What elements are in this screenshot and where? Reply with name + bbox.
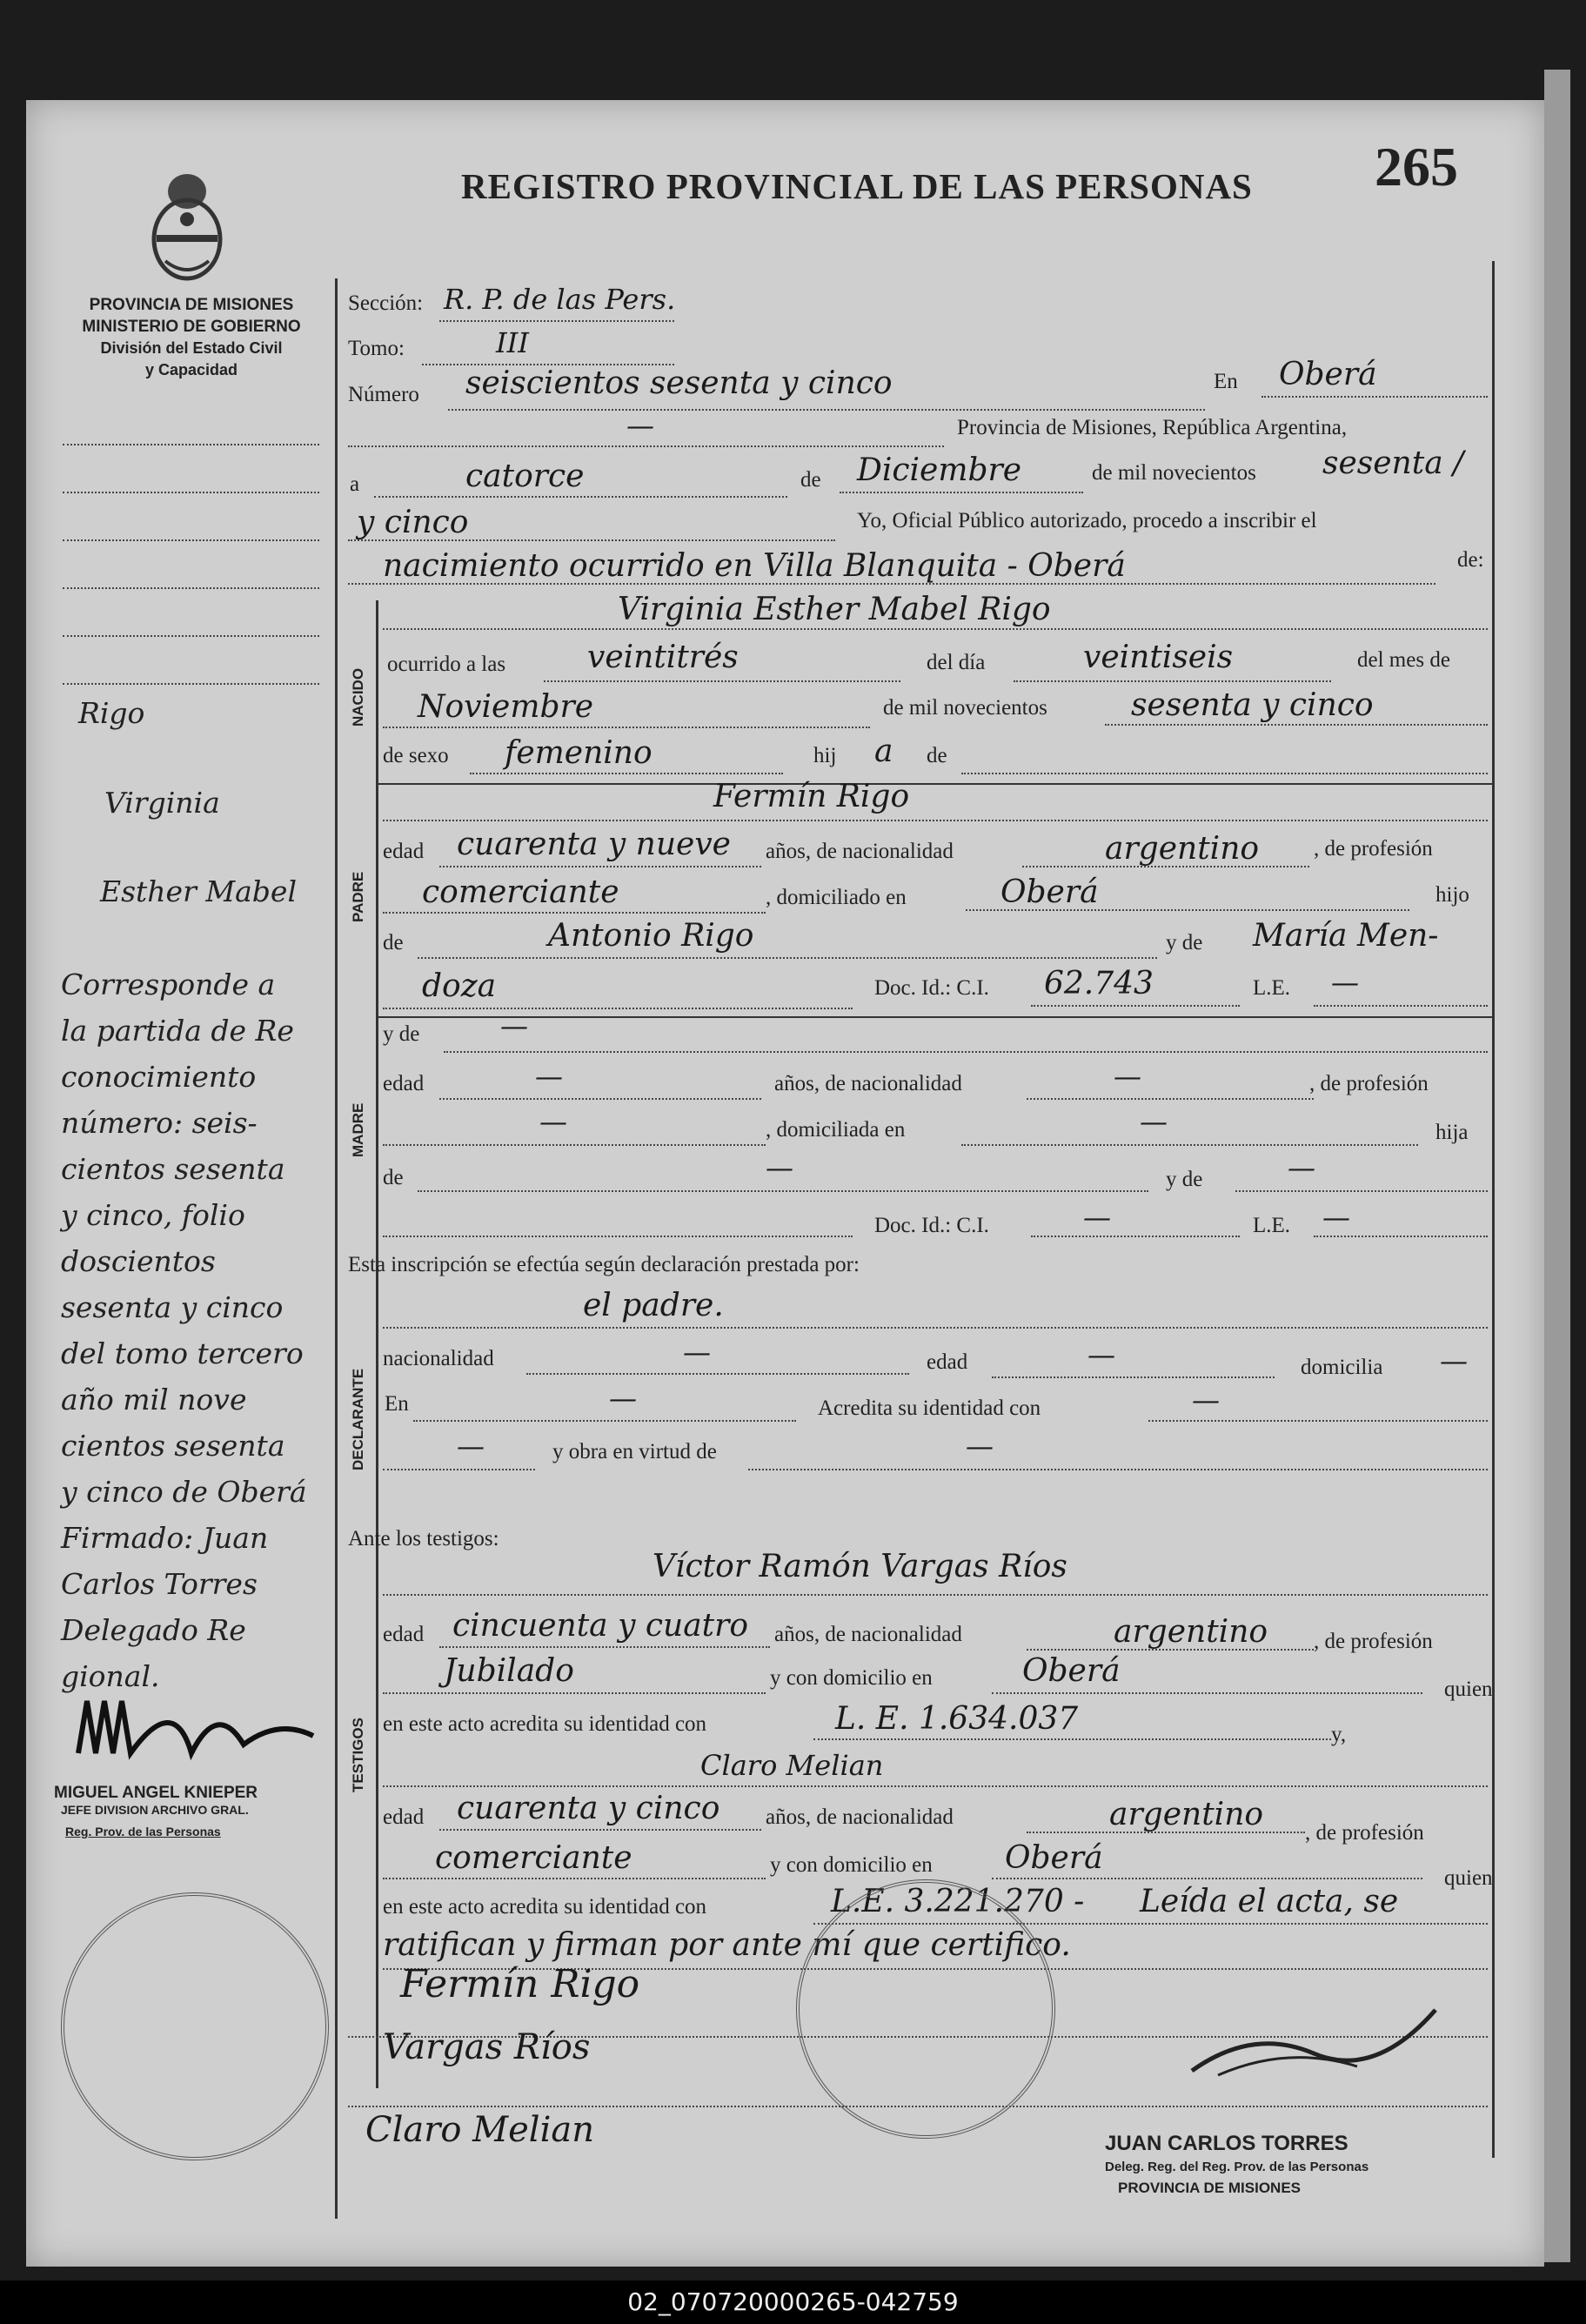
de-colon-label: de: bbox=[1457, 548, 1484, 572]
abuelo-value: Antonio Rigo bbox=[548, 918, 754, 954]
official-stamp-right bbox=[796, 1879, 1055, 2139]
margin-line: Carlos Torres bbox=[61, 1567, 258, 1601]
de-mil-label: de mil novecientos bbox=[1092, 461, 1256, 485]
field-line bbox=[1027, 1649, 1314, 1651]
madre-de-label: de bbox=[383, 1166, 404, 1189]
margin-line: y cinco de Oberá bbox=[61, 1475, 307, 1509]
field-line bbox=[439, 1646, 770, 1648]
ocurrido-label: ocurrido a las bbox=[387, 653, 506, 676]
declarante-edad-label: edad bbox=[927, 1350, 968, 1374]
hij-suffix: a bbox=[874, 733, 893, 769]
margin-line: cientos sesenta bbox=[61, 1152, 285, 1186]
field-line bbox=[383, 1236, 853, 1237]
obra-value: — bbox=[966, 1430, 994, 1463]
section-label-testigos: TESTIGOS bbox=[350, 1718, 366, 1792]
madre-ci-value: — bbox=[1083, 1201, 1111, 1234]
t2-quien-label: quien bbox=[1444, 1866, 1493, 1890]
margin-rule bbox=[63, 539, 319, 541]
a-label: a bbox=[350, 472, 360, 496]
t2-domicilio-label: y con domicilio en bbox=[770, 1853, 933, 1877]
margin-line: la partida de Re bbox=[61, 1014, 294, 1048]
margin-rule bbox=[63, 587, 319, 589]
margin-line: cientos sesenta bbox=[61, 1429, 285, 1463]
madre-abuela-value: — bbox=[1288, 1151, 1315, 1184]
field-line bbox=[1027, 1098, 1314, 1100]
abuela-value-1: María Men- bbox=[1253, 918, 1439, 954]
obra-label: y obra en virtud de bbox=[552, 1440, 717, 1463]
acredita-value: — bbox=[1192, 1383, 1220, 1417]
archive-code: 02_070720000265-042759 bbox=[0, 2280, 1586, 2324]
field-line bbox=[961, 1144, 1418, 1146]
inscripcion-label: Esta inscripción se efectúa según declaración prestada por: bbox=[348, 1253, 860, 1276]
padre-le-value: — bbox=[1331, 966, 1359, 999]
section-label-declarante: DECLARANTE bbox=[350, 1368, 366, 1470]
t2-edad-value: cuarenta y cinco bbox=[457, 1791, 720, 1826]
t1-edad-value: cincuenta y cuatro bbox=[452, 1608, 749, 1644]
anio-value-2: y cinco bbox=[357, 505, 469, 540]
t2-anos-label: años, de nacionalidad bbox=[766, 1805, 954, 1829]
hij-label: hij bbox=[813, 744, 837, 767]
main-left-border bbox=[335, 278, 338, 2219]
t1-y-label: y, bbox=[1331, 1723, 1347, 1746]
official-title: Deleg. Reg. del Reg. Prov. de las Personas bbox=[1105, 2160, 1369, 2174]
field-line bbox=[444, 1051, 1488, 1053]
section-divider bbox=[376, 783, 1492, 785]
madre-value: — bbox=[500, 1009, 528, 1042]
ministry-name: MINISTERIO DE GOBIERNO bbox=[82, 318, 301, 336]
margin-line: del tomo tercero bbox=[61, 1336, 304, 1370]
madre-abuelo-value: — bbox=[766, 1151, 793, 1184]
madre-nac-value: — bbox=[1114, 1060, 1141, 1093]
field-line bbox=[1314, 1236, 1488, 1237]
field-line bbox=[348, 583, 1435, 585]
section-label-nacido: NACIDO bbox=[350, 667, 366, 727]
padre-value: Fermín Rigo bbox=[713, 779, 910, 814]
field-line bbox=[470, 773, 783, 774]
margin-line: Rigo bbox=[78, 696, 145, 730]
mes-nac-value: Noviembre bbox=[418, 689, 594, 725]
field-line bbox=[992, 1692, 1422, 1694]
t1-nac-value: argentino bbox=[1114, 1614, 1268, 1650]
field-line bbox=[840, 492, 1083, 493]
field-line bbox=[374, 496, 787, 498]
dia-nac-value: veintiseis bbox=[1083, 640, 1234, 675]
field-line bbox=[813, 1738, 1331, 1740]
t1-anos-label: años, de nacionalidad bbox=[774, 1623, 962, 1646]
section-label-madre: MADRE bbox=[350, 1102, 366, 1157]
t2-profesion-label: , de profesión bbox=[1305, 1821, 1424, 1845]
field-line bbox=[748, 1469, 1488, 1470]
margin-line: Firmado: Juan bbox=[61, 1521, 269, 1555]
padre-anos-label: años, de nacionalidad bbox=[766, 840, 954, 863]
padre-ci-value: 62.743 bbox=[1044, 966, 1154, 1001]
field-line bbox=[383, 1008, 853, 1009]
madre-le-value: — bbox=[1322, 1201, 1350, 1234]
provincia-label: Provincia de Misiones, República Argentina, bbox=[957, 416, 1348, 439]
madre-edad-value: — bbox=[535, 1060, 563, 1093]
margin-line: y cinco, folio bbox=[61, 1198, 245, 1232]
field-line bbox=[439, 320, 674, 322]
nombre-value: Virginia Esther Mabel Rigo bbox=[618, 592, 1051, 627]
declarante-edad-value: — bbox=[1087, 1338, 1115, 1371]
field-line bbox=[1148, 1420, 1488, 1422]
t2-acredita-label: en este acto acredita su identidad con bbox=[383, 1895, 707, 1919]
numero-label: Número bbox=[348, 383, 419, 406]
madre-anos-label: años, de nacionalidad bbox=[774, 1072, 962, 1095]
field-line bbox=[418, 1190, 1148, 1192]
t1-profesion-label: , de profesión bbox=[1314, 1630, 1433, 1653]
issuer-block bbox=[52, 294, 331, 381]
declarante-en-value: — bbox=[609, 1382, 637, 1415]
seccion-value: R. P. de las Pers. bbox=[444, 283, 676, 316]
signature-2: Vargas Ríos bbox=[383, 2027, 591, 2067]
anio-nac-value: sesenta y cinco bbox=[1131, 687, 1374, 723]
field-line bbox=[448, 409, 1205, 411]
declarante-nac-value: — bbox=[683, 1336, 711, 1369]
margin-line: año mil nove bbox=[61, 1383, 247, 1417]
hija-label: hija bbox=[1435, 1121, 1469, 1144]
margin-line: gional. bbox=[61, 1659, 160, 1693]
margin-line: Virginia bbox=[104, 786, 220, 820]
t2-edad-label: edad bbox=[383, 1805, 425, 1829]
field-line bbox=[526, 1373, 909, 1375]
closing-line-1: Leída el acta, se bbox=[1140, 1884, 1399, 1919]
margin-rule bbox=[63, 635, 319, 637]
margin-line: sesenta y cinco bbox=[61, 1290, 284, 1324]
field-line bbox=[348, 539, 835, 541]
field-line bbox=[1105, 724, 1488, 726]
official-name: JUAN CARLOS TORRES bbox=[1105, 2132, 1348, 2155]
del-mes-label: del mes de bbox=[1357, 648, 1450, 672]
tomo-value: III bbox=[496, 326, 529, 359]
numero-value: seiscientos sesenta y cinco bbox=[465, 365, 893, 401]
madre-le-label: L.E. bbox=[1253, 1214, 1291, 1237]
official-stamp-left bbox=[61, 1892, 329, 2160]
tomo-label: Tomo: bbox=[348, 337, 405, 360]
field-line bbox=[1022, 866, 1309, 867]
padre-edad-value: cuarenta y nueve bbox=[457, 827, 731, 862]
t2-doc-value: L.E. 3.221.270 - bbox=[831, 1884, 1085, 1919]
testigo1-value: Víctor Ramón Vargas Ríos bbox=[652, 1549, 1067, 1584]
field-line bbox=[383, 1327, 1488, 1329]
hijo-label: hijo bbox=[1435, 883, 1469, 907]
madre-profesion-label: , de profesión bbox=[1309, 1072, 1429, 1095]
t1-quien-label: quien bbox=[1444, 1678, 1493, 1701]
field-line bbox=[383, 1692, 766, 1694]
section-inner-border bbox=[376, 600, 378, 2088]
t1-domicilio-label: y con domicilio en bbox=[770, 1666, 933, 1690]
division-line-1: División del Estado Civil bbox=[100, 339, 283, 357]
field-line bbox=[1235, 1190, 1488, 1192]
t1-dom-value: Oberá bbox=[1022, 1653, 1121, 1689]
sexo-label: de sexo bbox=[383, 744, 449, 767]
document-title: REGISTRO PROVINCIAL DE LAS PERSONAS bbox=[461, 166, 1253, 206]
en-label: En bbox=[1214, 370, 1238, 393]
t2-dom-value: Oberá bbox=[1005, 1840, 1103, 1876]
obra-prefix-value: — bbox=[457, 1430, 485, 1463]
section-divider bbox=[376, 1016, 1492, 1018]
inscribe-value: nacimiento ocurrido en Villa Blanquita - Oberá bbox=[383, 548, 1126, 584]
field-line bbox=[1027, 1832, 1305, 1833]
margin-signature-icon bbox=[70, 1684, 331, 1779]
section-label-padre: PADRE bbox=[350, 871, 366, 922]
madre-doc-label: Doc. Id.: C.I. bbox=[874, 1214, 989, 1237]
madre-dom-value: — bbox=[1140, 1105, 1168, 1138]
sexo-value: femenino bbox=[505, 735, 652, 771]
madre-y-de-label: y de bbox=[383, 1022, 420, 1046]
de-label: de bbox=[800, 468, 821, 492]
padre-dom-value: Oberá bbox=[1000, 874, 1099, 910]
t1-doc-value: L. E. 1.634.037 bbox=[835, 1701, 1079, 1737]
padre-nac-value: argentino bbox=[1105, 831, 1260, 867]
hora-value: veintitrés bbox=[587, 640, 739, 675]
field-line bbox=[383, 1594, 1488, 1596]
de-mil-label-2: de mil novecientos bbox=[883, 696, 1047, 720]
page-edge bbox=[1544, 70, 1570, 2262]
coat-of-arms-icon bbox=[144, 165, 231, 283]
field-line bbox=[439, 1098, 761, 1100]
field-line bbox=[383, 727, 870, 728]
declarante-nac-label: nacionalidad bbox=[383, 1347, 494, 1370]
field-line bbox=[383, 628, 1488, 630]
anio-value-1: sesenta / bbox=[1322, 445, 1464, 481]
t2-nac-value: argentino bbox=[1109, 1797, 1264, 1832]
dash: — bbox=[626, 409, 654, 442]
signature-1: Fermín Rigo bbox=[400, 1962, 640, 2006]
margin-line: conocimiento bbox=[61, 1060, 257, 1094]
field-line bbox=[544, 680, 900, 682]
field-line bbox=[961, 773, 1488, 774]
margin-line: número: seis- bbox=[61, 1106, 258, 1140]
declarante-domicilia-label: domicilia bbox=[1301, 1356, 1383, 1379]
field-line bbox=[383, 820, 1488, 821]
field-line bbox=[383, 1878, 766, 1879]
margin-line: doscientos bbox=[61, 1244, 216, 1278]
padre-domiciliado-label: , domiciliado en bbox=[766, 886, 907, 909]
field-line bbox=[383, 1144, 766, 1146]
del-dia-label: del día bbox=[927, 651, 986, 674]
y-de-label: y de bbox=[1166, 931, 1203, 954]
padre-profesion-label: , de profesión bbox=[1314, 837, 1433, 861]
madre-y-de-label-2: y de bbox=[1166, 1168, 1203, 1191]
closing-line-2: ratifican y firman por ante mí que certifico. bbox=[383, 1927, 1071, 1963]
margin-sig-name: MIGUEL ANGEL KNIEPER bbox=[54, 1784, 258, 1802]
yo-label: Yo, Oficial Público autorizado, procedo a inscribir el bbox=[857, 509, 1317, 532]
padre-doc-label: Doc. Id.: C.I. bbox=[874, 976, 989, 1000]
field-line bbox=[439, 1829, 761, 1831]
mes-value: Diciembre bbox=[857, 452, 1022, 488]
margin-line: Corresponde a bbox=[61, 968, 276, 1001]
field-line bbox=[992, 1376, 1275, 1378]
declarante-en-label: En bbox=[385, 1392, 409, 1416]
madre-prof-value: — bbox=[539, 1105, 567, 1138]
official-province: PROVINCIA DE MISIONES bbox=[1118, 2180, 1302, 2196]
padre-edad-label: edad bbox=[383, 840, 425, 863]
t2-prof-value: comerciante bbox=[435, 1840, 632, 1876]
signature-3: Claro Melian bbox=[365, 2110, 594, 2150]
field-line bbox=[418, 957, 1157, 959]
testigos-label: Ante los testigos: bbox=[348, 1527, 499, 1550]
field-line bbox=[1031, 1005, 1240, 1007]
field-line bbox=[1014, 680, 1331, 682]
page-number: 265 bbox=[1375, 136, 1458, 198]
t1-edad-label: edad bbox=[383, 1623, 425, 1646]
margin-rule bbox=[63, 492, 319, 493]
padre-le-label: L.E. bbox=[1253, 976, 1291, 1000]
field-line bbox=[966, 909, 1409, 911]
margin-rule bbox=[63, 444, 319, 445]
margin-rule bbox=[63, 683, 319, 685]
field-line bbox=[1031, 1236, 1240, 1237]
t1-prof-value: Jubilado bbox=[444, 1653, 574, 1689]
margin-sig-org: Reg. Prov. de las Personas bbox=[65, 1825, 221, 1838]
declarante-value: el padre. bbox=[583, 1288, 724, 1323]
t1-acredita-label: en este acto acredita su identidad con bbox=[383, 1712, 707, 1736]
field-line bbox=[992, 1878, 1422, 1879]
field-line bbox=[383, 912, 766, 914]
margin-line: Delegado Re bbox=[61, 1613, 246, 1647]
madre-edad-label: edad bbox=[383, 1072, 425, 1095]
field-line bbox=[383, 1785, 1488, 1787]
de-label-2: de bbox=[927, 744, 947, 767]
division-line-2: y Capacidad bbox=[144, 361, 238, 378]
declarante-dom-value: — bbox=[1440, 1344, 1468, 1377]
field-line bbox=[413, 1420, 796, 1422]
abuela-value-2: doza bbox=[422, 968, 497, 1004]
signature-scribble-icon bbox=[1183, 1992, 1444, 2088]
province-name: PROVINCIA DE MISIONES bbox=[89, 296, 294, 314]
testigo2-value: Claro Melian bbox=[700, 1749, 884, 1782]
en-value: Oberá bbox=[1279, 357, 1377, 392]
field-line bbox=[383, 1469, 535, 1470]
margin-sig-title: JEFE DIVISION ARCHIVO GRAL. bbox=[61, 1803, 249, 1817]
field-line bbox=[1314, 1005, 1488, 1007]
field-line bbox=[1261, 396, 1488, 398]
padre-de-label: de bbox=[383, 931, 404, 954]
field-line bbox=[439, 866, 761, 867]
madre-domiciliada-label: , domiciliada en bbox=[766, 1118, 906, 1142]
padre-prof-value: comerciante bbox=[422, 874, 619, 910]
seccion-label: Sección: bbox=[348, 291, 424, 315]
acredita-label: Acredita su identidad con bbox=[818, 1396, 1041, 1420]
margin-line: Esther Mabel bbox=[100, 874, 298, 908]
dia-value: catorce bbox=[465, 459, 585, 494]
field-line bbox=[348, 445, 944, 447]
